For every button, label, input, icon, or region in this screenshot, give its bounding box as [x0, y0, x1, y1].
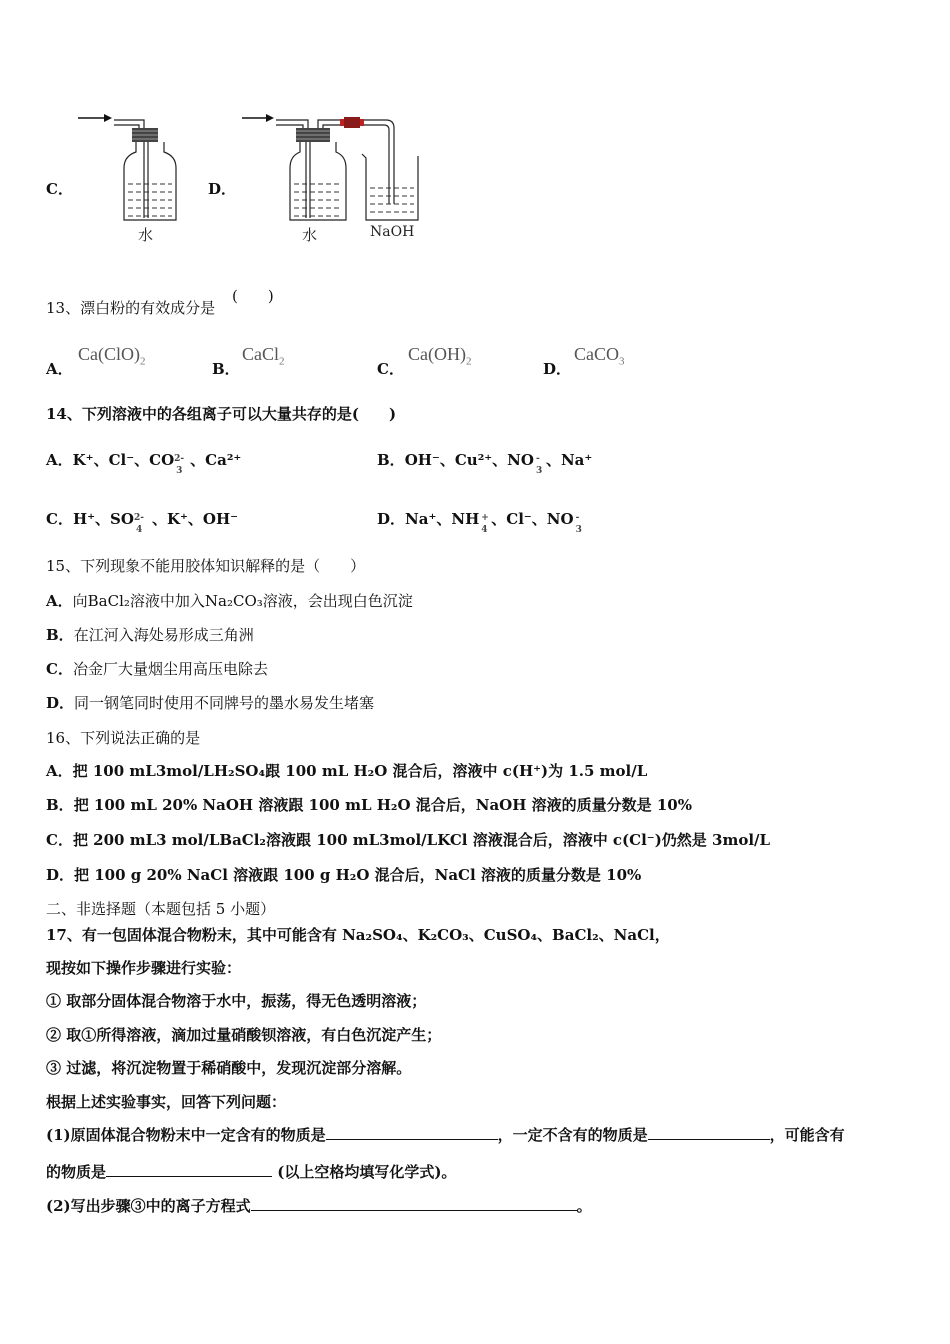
q17-stem: 17、有一包固体混合物粉末，其中可能含有 Na₂SO₄、K₂CO₃、CuSO₄、BaCl₂、NaCl，: [46, 926, 670, 944]
q17-part-1-line-1: (1)原固体混合物粉末中一定含有的物质是 ，一定不含有的物质是 ，可能含有: [46, 1126, 845, 1144]
answer-blank-ionic-equation[interactable]: [251, 1196, 577, 1211]
water-label-c: 水: [138, 226, 154, 244]
q13-option-b-label: B．: [212, 360, 240, 378]
q13-option-c-label: C．: [377, 360, 404, 378]
answer-blank-must-not-contain[interactable]: [648, 1125, 770, 1140]
q17-step-3: ③ 过滤，将沉淀物置于稀硝酸中，发现沉淀部分溶解。: [46, 1059, 412, 1077]
q15-option-b: B．在江河入海处易形成三角洲: [46, 626, 254, 644]
answer-blank-must-contain[interactable]: [326, 1125, 498, 1140]
q17-step-1: ① 取部分固体混合物溶于水中，振荡，得无色透明溶液；: [46, 992, 427, 1010]
q16-option-b: B．把 100 mL 20% NaOH 溶液跟 100 mL H₂O 混合后，NaOH 溶液的质量分数是 10%: [46, 796, 692, 814]
beaker-naoh: [362, 154, 418, 220]
q14-option-b: B．OH⁻、Cu²⁺、NO - 3 、Na⁺: [377, 451, 593, 476]
rubber-connector: [340, 117, 364, 128]
q16-option-c: C．把 200 mL3 mol/LBaCl₂溶液跟 100 mL3mol/LKCl 溶液混合后，溶液中 c(Cl⁻)仍然是 3mol/L: [46, 831, 771, 849]
q13-option-b-formula: CaCl$_2$: [242, 344, 285, 368]
rubber-stopper-d: [296, 128, 330, 142]
q13-option-a-formula: $Ca(ClO)_2$: [78, 344, 146, 368]
q16-stem: 16、下列说法正确的是: [46, 729, 201, 747]
gas-washing-bottle-c: [124, 142, 176, 220]
q15-option-c: C．冶金厂大量烟尘用高压电除去: [46, 660, 268, 678]
apparatus-c-figure: [70, 108, 190, 248]
q13-paren: ( ): [232, 287, 274, 305]
q17-part-1-line-2: 的物质是 (以上空格均填写化学式)。: [46, 1163, 457, 1181]
q13-option-a-label: A．: [46, 360, 73, 378]
section-2-title: 二、非选择题（本题包括 5 小题）: [46, 900, 276, 918]
q14-option-d: D．Na⁺、NH + 4 、Cl⁻、NO - 3: [377, 510, 582, 535]
q17-step-2: ② 取①所得溶液，滴加过量硝酸钡溶液，有白色沉淀产生；: [46, 1026, 442, 1044]
naoh-label: NaOH: [370, 224, 415, 240]
q17-ask: 根据上述实验事实，回答下列问题：: [46, 1093, 287, 1111]
q15-stem: 15、下列现象不能用胶体知识解释的是（ ）: [46, 557, 366, 575]
answer-blank-may-contain[interactable]: [106, 1162, 272, 1177]
q14-option-c: C．H⁺、SO 2- 4 、K⁺、OH⁻: [46, 510, 239, 535]
q17-intro: 现按如下操作步骤进行实验：: [46, 959, 242, 977]
q13-option-d-label: D．: [543, 360, 572, 378]
figure-label-c: C．: [46, 180, 73, 198]
q16-option-a: A．把 100 mL3mol/LH₂SO₄跟 100 mL H₂O 混合后，溶液中 c(H⁺)为 1.5 mol/L: [46, 762, 648, 780]
q14-stem: 14、下列溶液中的各组离子可以大量共存的是( ): [46, 405, 397, 423]
q14-option-a: A．K⁺、Cl⁻、CO 2- 3 、Ca²⁺: [46, 451, 242, 476]
q15-option-d: D．同一钢笔同时使用不同牌号的墨水易发生堵塞: [46, 694, 375, 712]
q13-option-d-formula: CaCO$_3$: [574, 344, 625, 368]
figure-label-d: D．: [208, 180, 237, 198]
water-label-d: 水: [302, 226, 318, 244]
gas-washing-bottle-d: [290, 142, 346, 220]
q15-option-a: A．向BaCl₂溶液中加入Na₂CO₃溶液，会出现白色沉淀: [46, 592, 413, 610]
gas-inlet-arrow-c: [78, 114, 112, 122]
q13-option-c-formula: $Ca(OH)_2$: [408, 344, 472, 368]
gas-inlet-arrow-d: [242, 114, 274, 122]
apparatus-d-figure: [236, 108, 436, 248]
q13-stem: 13、漂白粉的有效成分是: [46, 299, 216, 317]
q16-option-d: D．把 100 g 20% NaCl 溶液跟 100 g H₂O 混合后，NaCl 溶液的质量分数是 10%: [46, 866, 642, 884]
q17-part-2: (2)写出步骤③中的离子方程式 。: [46, 1197, 592, 1215]
rubber-stopper-c: [132, 128, 158, 142]
